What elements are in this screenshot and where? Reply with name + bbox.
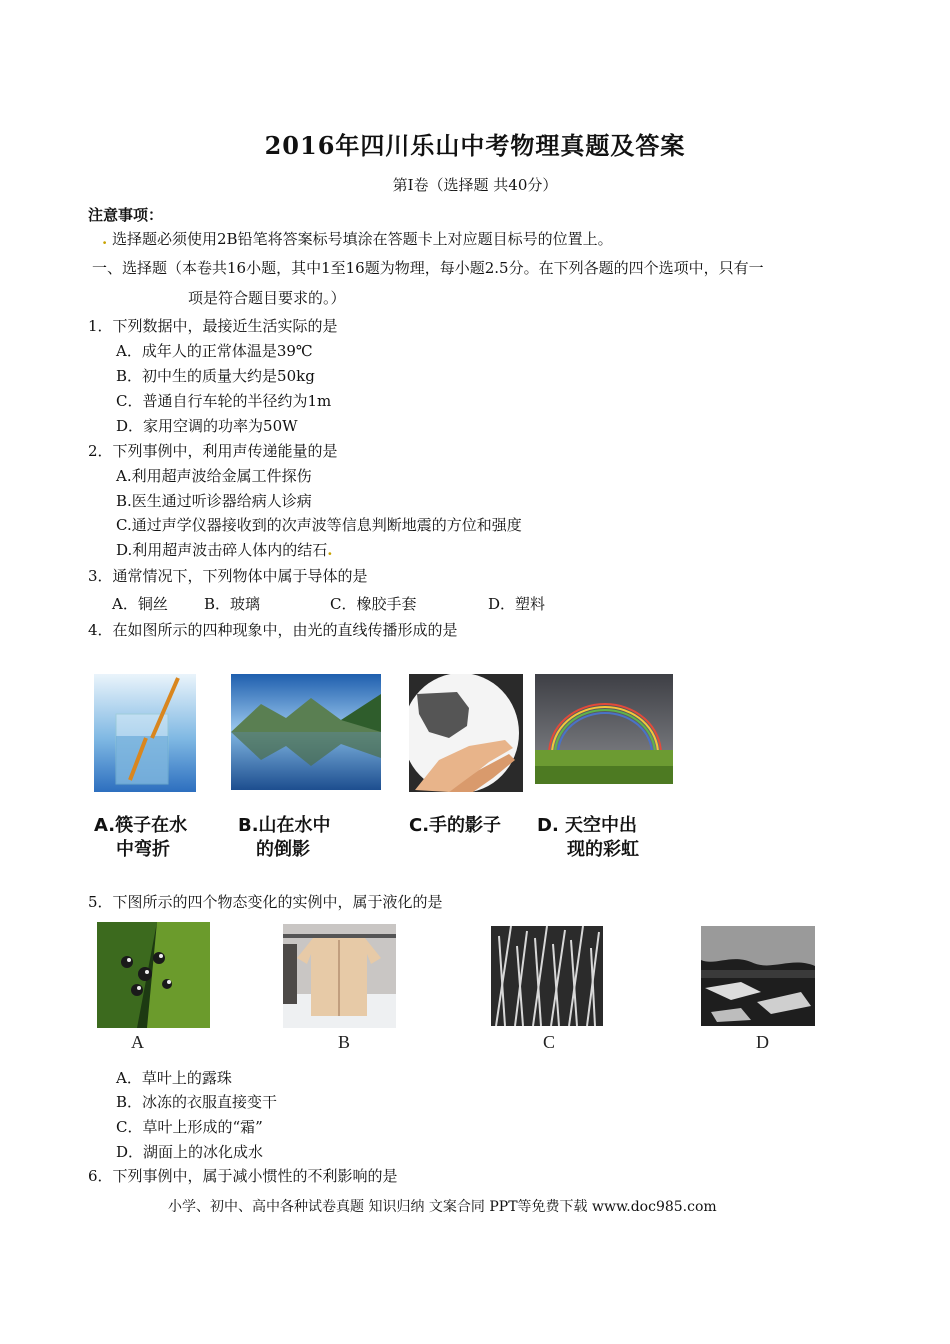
page-title: 2016年四川乐山中考物理真题及答案 [264,131,686,160]
question-3-option-b: B．玻璃 [204,595,261,613]
notice-item: . 选择题必须使用2B铅笔将答案标号填涂在答题卡上对应题目标号的位置上。 [102,230,613,248]
question-2-option-b: B.医生通过听诊器给病人诊病 [116,492,312,510]
section-instruction-line1: 一、选择题（本卷共16小题，其中1至16题为物理，每小题2.5分。在下列各题的四个选项中，只有一 [92,259,764,277]
q4-image-mountain-reflection [231,674,381,790]
q4-image-chopstick-in-water [94,674,196,792]
question-4-stem: 4．在如图所示的四种现象中，由光的直线传播形成的是 [88,621,458,639]
question-2-option-d: D.利用超声波击碎人体内的结石. [116,541,333,559]
notice-heading: 注意事项： [88,206,164,224]
question-3-option-a: A．铜丝 [112,595,168,613]
section-instruction-line2: 项是符合题目要求的。） [188,289,346,307]
q5-label-c: C [543,1032,556,1052]
q5-label-b: B [338,1032,351,1052]
question-1-option-d: D．家用空调的功率为50W [116,417,298,435]
question-6-stem: 6．下列事例中，属于减小惯性的不利影响的是 [88,1167,398,1185]
question-2-option-a: A.利用超声波给金属工件探伤 [116,467,312,485]
q4-caption-b: B.山在水中 的倒影 [238,815,331,860]
q4-caption-a: A.筷子在水 中弯折 [94,815,188,860]
q5-label-d: D [756,1032,769,1052]
q4-image-hand-shadow [409,674,523,792]
q5-image-frozen-clothes [283,924,396,1028]
question-1-option-a: A．成年人的正常体温是39℃ [116,342,313,360]
q5-label-a: A [131,1032,144,1052]
question-5-option-b: B．冰冻的衣服直接变干 [116,1093,278,1111]
q5-image-frost-grass [491,926,603,1026]
question-5-option-a: A．草叶上的露珠 [116,1069,232,1087]
page-footer: 小学、初中、高中各种试卷真题 知识归纳 文案合同 PPT等免费下载 www.doc985.com [168,1199,717,1215]
q4-image-rainbow [535,674,673,784]
question-2-stem: 2．下列事例中，利用声传递能量的是 [88,442,338,460]
question-1-stem: 1．下列数据中，最接近生活实际的是 [88,317,338,335]
question-1-option-b: B．初中生的质量大约是50kg [116,367,315,385]
question-5-option-c: C．草叶上形成的“霜” [116,1118,263,1136]
question-1-option-c: C．普通自行车轮的半径约为1m [116,392,332,410]
question-3-option-d: D．塑料 [488,595,546,613]
page-subtitle: 第Ⅰ卷（选择题 共40分） [392,176,558,194]
q4-caption-c: C.手的影子 [409,815,502,836]
question-2-option-c: C.通过声学仪器接收到的次声波等信息判断地震的方位和强度 [116,516,522,534]
q4-caption-d: D. 天空中出 现的彩虹 [537,815,639,860]
q5-image-melting-ice [701,926,815,1026]
question-3-option-c: C．橡胶手套 [330,595,417,613]
question-5-option-d: D．湖面上的冰化成水 [116,1143,264,1161]
question-5-stem: 5．下图所示的四个物态变化的实例中，属于液化的是 [88,893,443,911]
question-3-stem: 3．通常情况下，下列物体中属于导体的是 [88,567,368,585]
q5-image-dew-drops [97,922,210,1028]
